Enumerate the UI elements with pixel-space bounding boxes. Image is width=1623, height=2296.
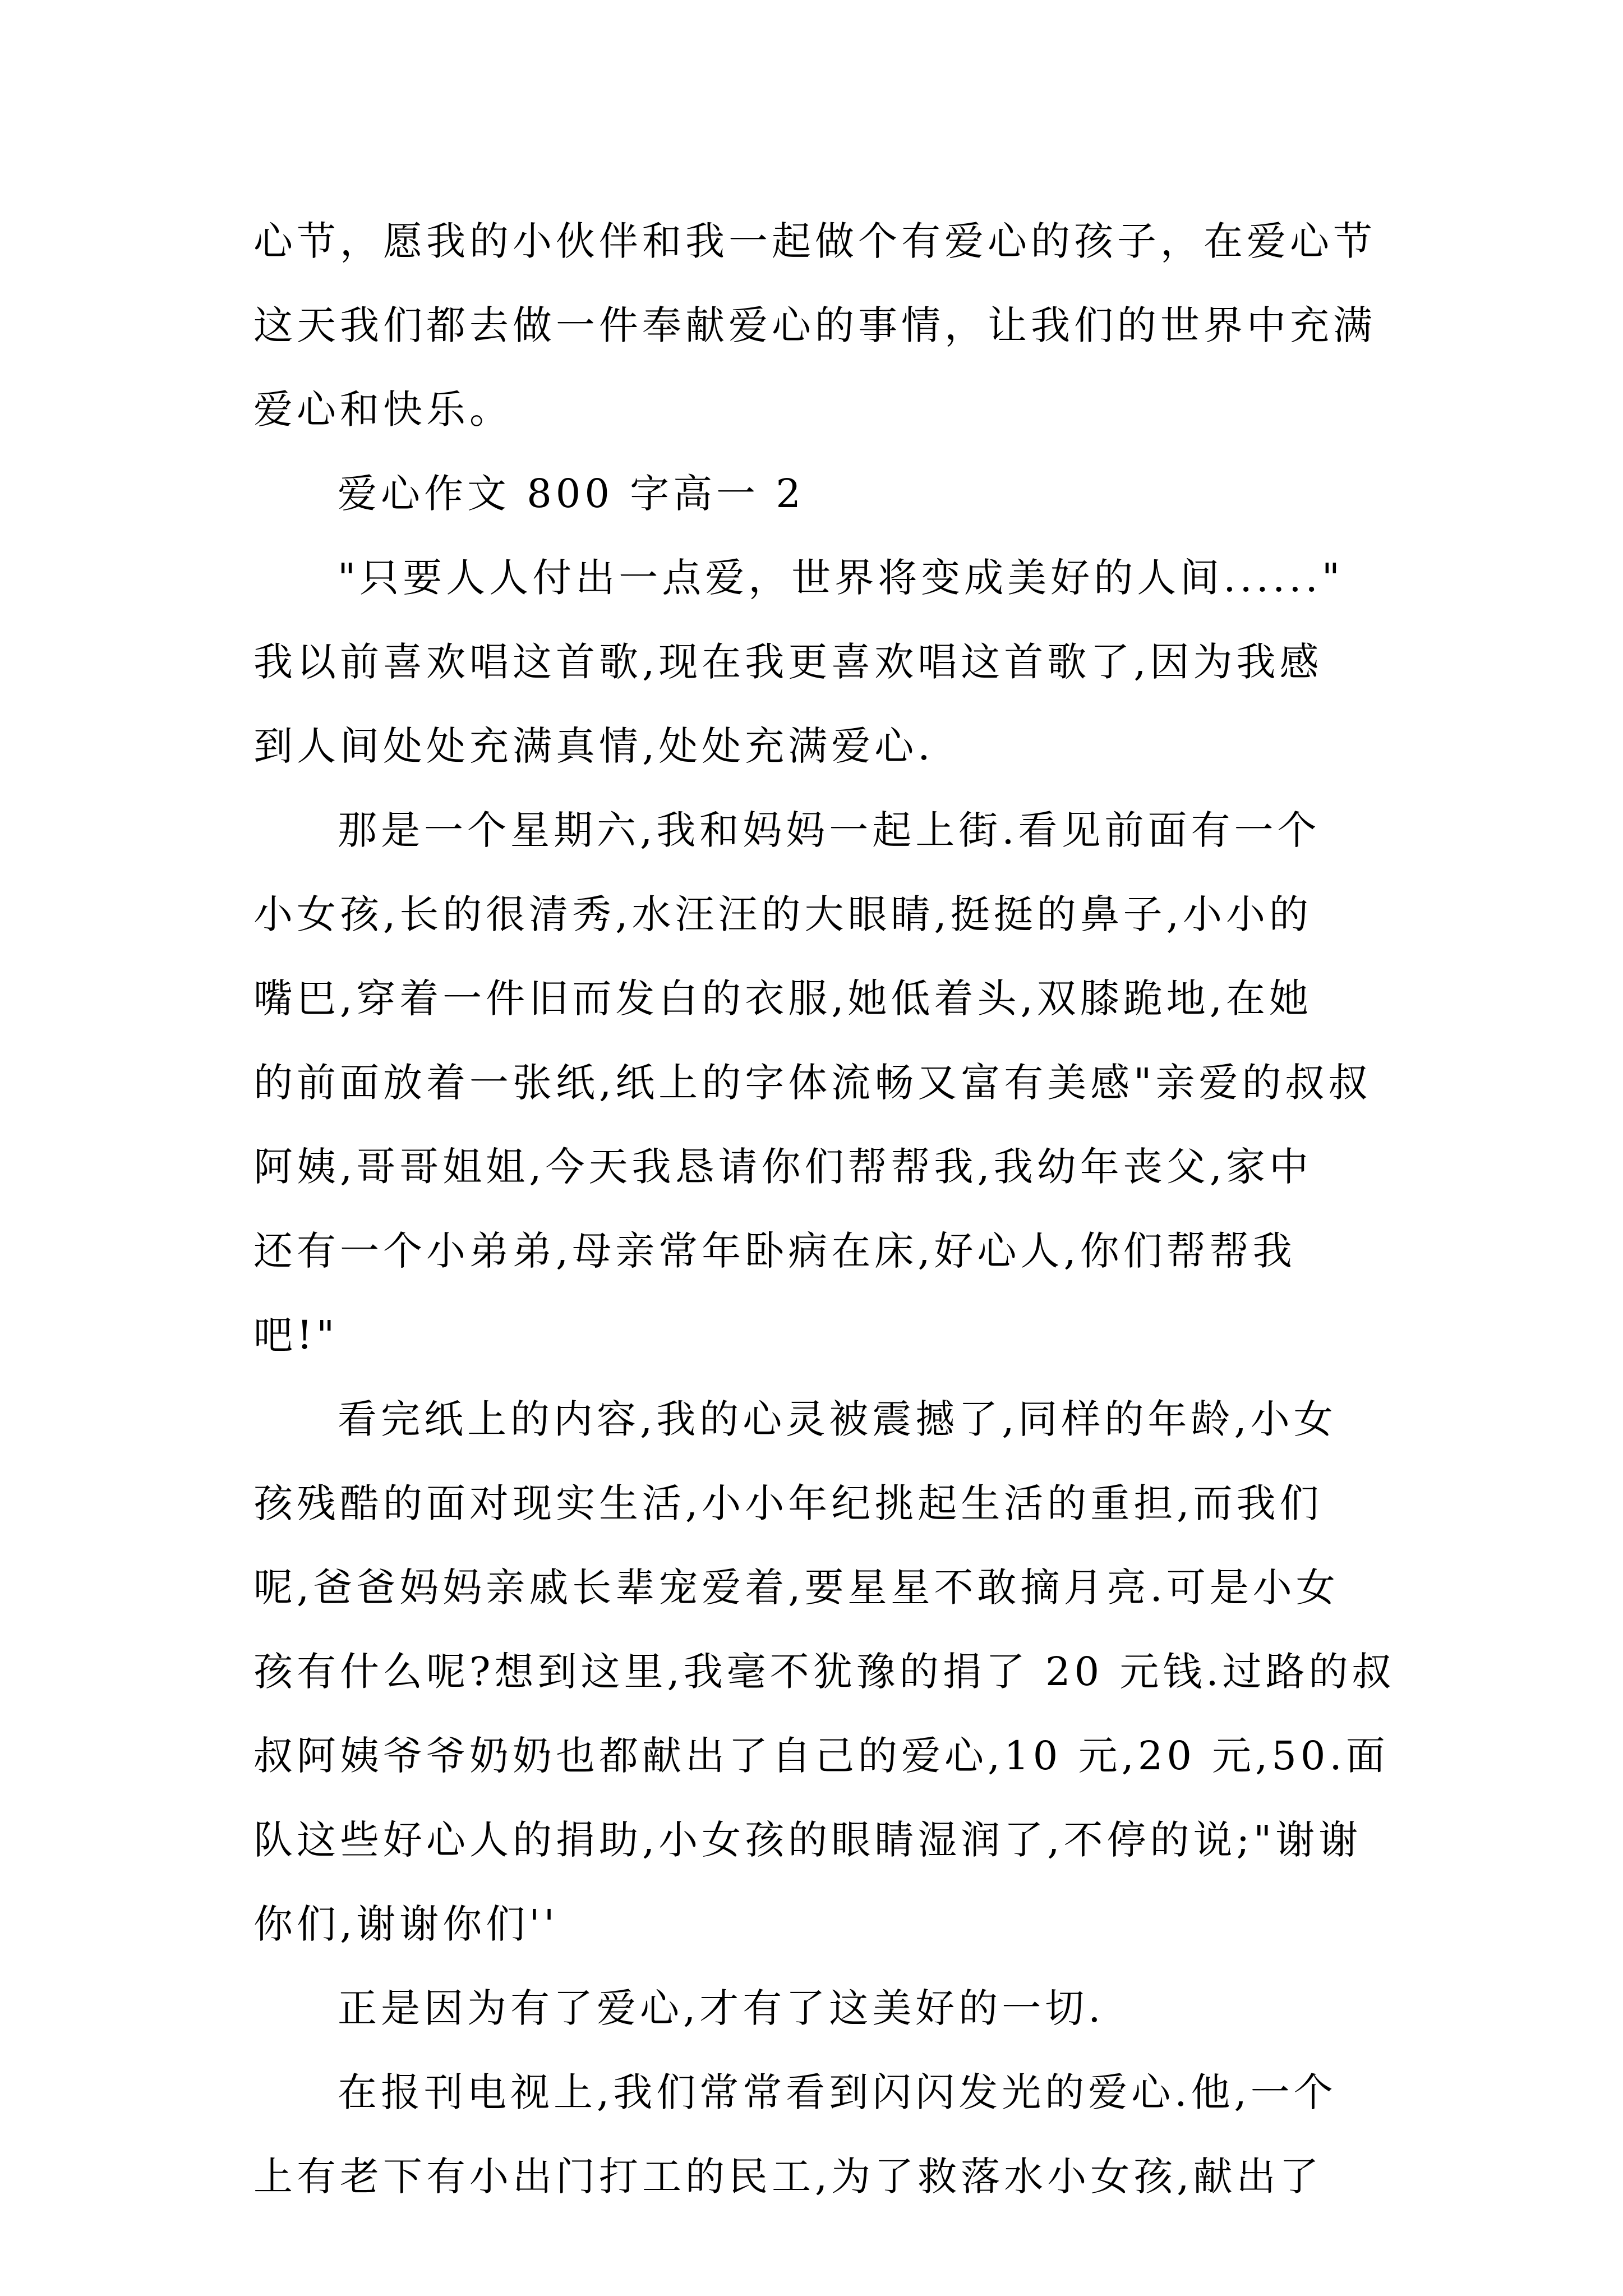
text-line: 到人间处处充满真情,处处充满爱心. xyxy=(253,723,934,769)
text-line: 爱心和快乐。 xyxy=(253,386,513,432)
text-line: 你们,谢谢你们'' xyxy=(253,1901,559,1947)
text-line: 这天我们都去做一件奉献爱心的事情，让我们的世界中充满 xyxy=(253,302,1376,348)
text-line: 吧!" xyxy=(253,1312,339,1358)
text-line: 的前面放着一张纸,纸上的字体流畅又富有美感"亲爱的叔叔 xyxy=(253,1060,1372,1106)
section-heading: 爱心作文 800 字高一 2 xyxy=(338,471,805,517)
text-line: 呢,爸爸妈妈亲戚长辈宠爱着,要星星不敢摘月亮.可是小女 xyxy=(253,1565,1339,1611)
text-line: 孩残酷的面对现实生活,小小年纪挑起生活的重担,而我们 xyxy=(253,1480,1323,1526)
text-line: 小女孩,长的很清秀,水汪汪的大眼睛,挺挺的鼻子,小小的 xyxy=(253,891,1313,937)
text-line: 还有一个小弟弟,母亲常年卧病在床,好心人,你们帮帮我 xyxy=(253,1228,1296,1274)
text-line: 看完纸上的内容,我的心灵被震撼了,同样的年龄,小女 xyxy=(338,1396,1337,1442)
text-line: 阿姨,哥哥姐姐,今天我恳请你们帮帮我,我幼年丧父,家中 xyxy=(253,1144,1313,1190)
text-line: "只要人人付出一点爱，世界将变成美好的人间......" xyxy=(338,555,1344,601)
text-line: 那是一个星期六,我和妈妈一起上街.看见前面有一个 xyxy=(338,807,1321,853)
text-line: 正是因为有了爱心,才有了这美好的一切. xyxy=(338,1985,1105,2031)
text-line: 上有老下有小出门打工的民工,为了救落水小女孩,献出了 xyxy=(253,2154,1323,2200)
text-line: 在报刊电视上,我们常常看到闪闪发光的爱心.他,一个 xyxy=(338,2069,1337,2115)
text-line: 心节，愿我的小伙伴和我一起做个有爱心的孩子，在爱心节 xyxy=(253,218,1376,264)
text-line: 嘴巴,穿着一件旧而发白的衣服,她低着头,双膝跪地,在她 xyxy=(253,976,1313,1022)
text-line: 孩有什么呢?想到这里,我毫不犹豫的捐了 20 元钱.过路的叔 xyxy=(253,1649,1395,1695)
text-line: 我以前喜欢唱这首歌,现在我更喜欢唱这首歌了,因为我感 xyxy=(253,639,1323,685)
text-line: 叔阿姨爷爷奶奶也都献出了自己的爱心,10 元,20 元,50.面 xyxy=(253,1733,1389,1779)
text-line: 队这些好心人的捐助,小女孩的眼睛湿润了,不停的说;"谢谢 xyxy=(253,1817,1362,1863)
